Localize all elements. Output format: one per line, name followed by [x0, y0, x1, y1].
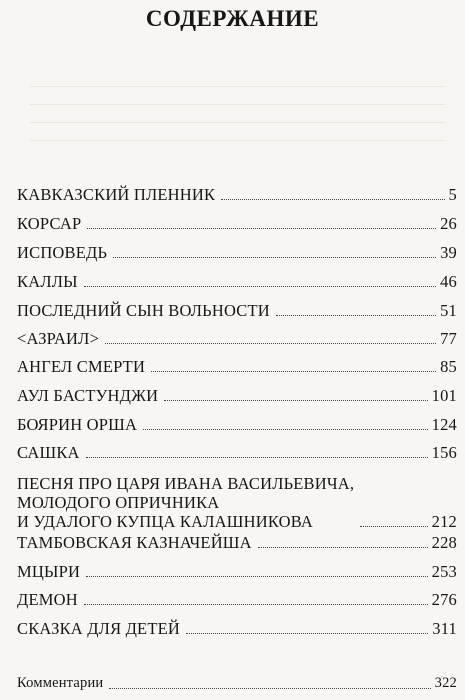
toc-entry-title: Комментарии: [17, 675, 104, 691]
toc-entry[interactable]: [17, 619, 457, 638]
toc-entry[interactable]: [17, 474, 457, 531]
toc-entry-title: КАВКАЗСКИЙ ПЛЕННИК: [17, 185, 216, 204]
toc-entry[interactable]: [17, 272, 457, 291]
toc-entry-page: 101: [431, 386, 457, 405]
toc-entry[interactable]: [17, 329, 457, 348]
toc-entry-title: САШКА: [17, 443, 80, 462]
toc-entry-title: АУЛ БАСТУНДЖИ: [17, 386, 159, 405]
leader-dots: [164, 400, 427, 401]
show-through-line: [30, 86, 445, 87]
toc-entry-comments[interactable]: [17, 674, 457, 693]
toc-entry-title: МЦЫРИ: [17, 562, 81, 581]
leader-dots: [84, 604, 428, 605]
toc-entry-page: 124: [431, 415, 457, 434]
show-through-line: [30, 140, 445, 141]
toc-entry-page: 46: [440, 272, 457, 291]
toc-entry[interactable]: [17, 243, 457, 262]
leader-dots: [84, 286, 436, 287]
toc-entry[interactable]: [17, 443, 457, 462]
leader-dots: [105, 343, 436, 344]
toc-entry-page: 156: [431, 443, 457, 462]
toc-entry-title: ДЕМОН: [17, 590, 78, 609]
toc-entry-page: 228: [431, 533, 457, 552]
toc-entry-title: ПОСЛЕДНИЙ СЫН ВОЛЬНОСТИ: [17, 301, 270, 320]
toc-entry-page: 212: [431, 512, 457, 531]
toc-entry-page: 39: [440, 243, 457, 262]
toc-entry-page: 26: [440, 214, 457, 233]
leader-dots: [221, 199, 444, 200]
toc-entry[interactable]: [17, 386, 457, 405]
leader-dots: [360, 526, 427, 527]
toc-entry-page: 322: [434, 675, 457, 691]
toc-entry-title: АНГЕЛ СМЕРТИ: [17, 357, 146, 376]
toc-entry-title: <АЗРАИЛ>: [17, 329, 100, 348]
show-through-line: [30, 104, 445, 105]
leader-dots: [143, 429, 428, 430]
toc-entry-title: ИСПОВЕДЬ: [17, 243, 108, 262]
toc-entry[interactable]: [17, 415, 457, 434]
leader-dots: [87, 228, 436, 229]
toc-entry-title: КОРСАР: [17, 214, 82, 233]
toc-entry-page: 311: [432, 619, 457, 638]
toc-entry[interactable]: [17, 214, 457, 233]
toc-entry[interactable]: [17, 185, 457, 204]
toc-entry-title: СКАЗКА ДЛЯ ДЕТЕЙ: [17, 619, 181, 638]
toc-entry-page: 85: [440, 357, 457, 376]
leader-dots: [151, 371, 436, 372]
leader-dots: [86, 457, 428, 458]
toc-entry-title: КАЛЛЫ: [17, 272, 78, 291]
leader-dots: [276, 315, 436, 316]
toc-entry-title: ТАМБОВСКАЯ КАЗНАЧЕЙША: [17, 533, 252, 552]
toc-entry[interactable]: [17, 590, 457, 609]
toc-entry-page: 77: [440, 329, 457, 348]
toc-entry-page: 5: [448, 185, 457, 204]
leader-dots: [258, 547, 428, 548]
toc-entry-page: 51: [440, 301, 457, 320]
leader-dots: [109, 688, 430, 689]
toc-entry[interactable]: [17, 357, 457, 376]
show-through-line: [30, 122, 445, 123]
toc-entry[interactable]: [17, 301, 457, 320]
toc-entry-title: ПЕСНЯ ПРО ЦАРЯ ИВАНА ВАСИЛЬЕВИЧА, МОЛОДОГО ОПРИЧНИКА И УДАЛОГО КУПЦА КАЛАШНИКОВА: [17, 474, 355, 531]
toc-entry-page: 253: [431, 562, 457, 581]
toc-entry-page: 276: [431, 590, 457, 609]
leader-dots: [186, 633, 428, 634]
leader-dots: [113, 257, 436, 258]
toc-entry-title: БОЯРИН ОРША: [17, 415, 138, 434]
page-title: СОДЕРЖАНИЕ: [145, 6, 320, 31]
toc-entry[interactable]: [17, 533, 457, 552]
leader-dots: [86, 576, 428, 577]
toc-entry[interactable]: [17, 562, 457, 581]
